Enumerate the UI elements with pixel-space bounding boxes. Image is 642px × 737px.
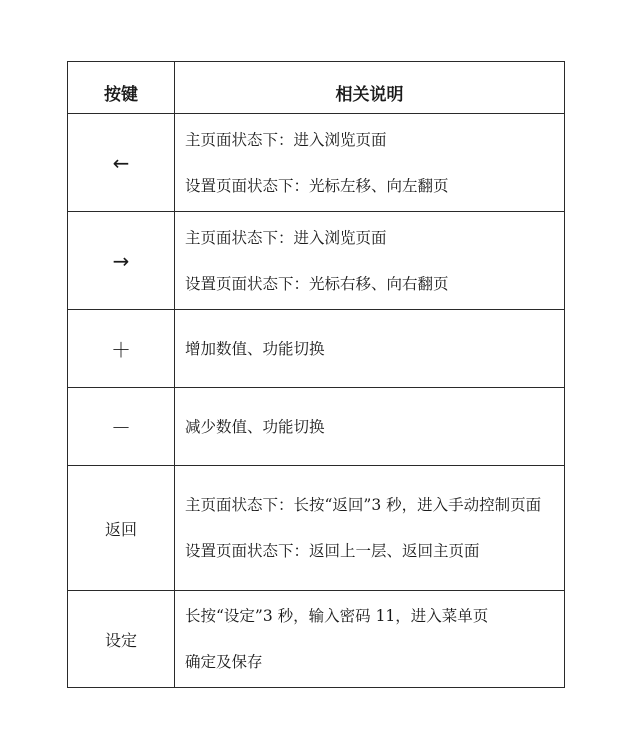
table-row-right-arrow: [68, 212, 565, 310]
description-cell: [175, 310, 565, 388]
description-line: 设置页面状态下：光标左移、向左翻页: [185, 176, 449, 195]
description-line: 主页面状态下：进入浏览页面: [185, 130, 387, 149]
description-line: 增加数值、功能切换: [185, 339, 325, 358]
header-description: 相关说明: [175, 62, 565, 114]
header-key: 按键: [68, 62, 175, 114]
key-cell: [68, 114, 175, 212]
description-line: 主页面状态下：进入浏览页面: [185, 228, 387, 247]
table-row-left-arrow: [68, 114, 565, 212]
table-header-row: [68, 62, 565, 114]
key-cell: [68, 388, 175, 466]
key-cell: [68, 310, 175, 388]
key-label-back: 返回: [104, 519, 137, 539]
table-row-back: [68, 466, 565, 591]
description-cell: [175, 114, 565, 212]
description-line: 确定及保存: [185, 653, 263, 671]
description-cell: [175, 212, 565, 310]
description-line: 减少数值、功能切换: [185, 417, 325, 436]
key-cell: [68, 466, 175, 591]
description-line: 长按“设定”3 秒，输入密码 11，进入菜单页: [185, 607, 489, 625]
plus-icon: ＋: [111, 338, 131, 362]
description-cell: [175, 591, 565, 688]
description-line: 设置页面状态下：光标右移、向右翻页: [185, 274, 449, 293]
key-cell: [68, 212, 175, 310]
description-line: 主页面状态下：长按“返回”3 秒，进入手动控制页面: [185, 496, 542, 514]
key-function-table: [67, 61, 565, 688]
description-cell: [175, 466, 565, 591]
table-row-set: [68, 591, 565, 688]
table-row-minus: [68, 388, 565, 466]
description-cell: [175, 388, 565, 466]
key-label-set: 设定: [104, 630, 137, 650]
table-row-plus: [68, 310, 565, 388]
key-cell: [68, 591, 175, 688]
right-arrow-icon: →: [112, 248, 130, 273]
minus-icon: －: [111, 416, 131, 440]
left-arrow-icon: ←: [112, 150, 130, 175]
description-line: 设置页面状态下：返回上一层、返回主页面: [185, 542, 480, 560]
